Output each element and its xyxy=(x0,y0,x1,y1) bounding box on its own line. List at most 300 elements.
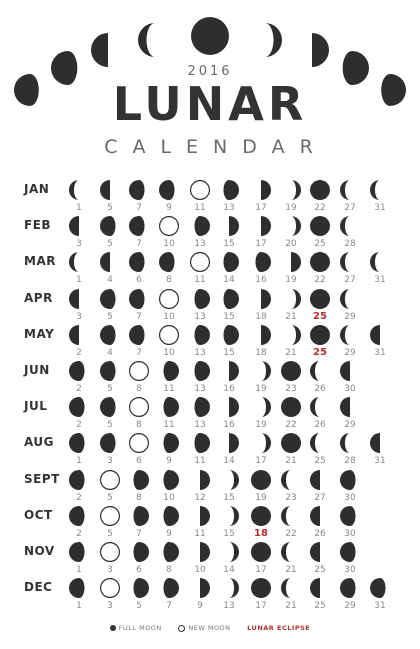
new-moon-icon xyxy=(98,540,122,564)
day-label: 19 xyxy=(255,420,267,431)
day-label: 11 xyxy=(194,528,206,539)
day-label: 21 xyxy=(285,565,297,575)
moon-day-cell xyxy=(126,323,152,359)
day-label: 1 xyxy=(76,601,82,612)
day-label: 21 xyxy=(285,456,297,467)
moon-day-cell xyxy=(187,250,213,286)
day-label: 27 xyxy=(344,275,356,286)
day-label: 5 xyxy=(107,239,113,250)
waning-gibbous-icon xyxy=(279,576,303,600)
day-label: 9 xyxy=(166,528,172,539)
day-label: 25 xyxy=(314,456,326,467)
moon-day-cell xyxy=(337,540,363,576)
waxing-crescent-icon xyxy=(188,395,212,419)
day-label: 28 xyxy=(344,239,356,250)
first-quarter-icon xyxy=(188,576,212,600)
new-moon-icon xyxy=(188,250,212,274)
waxing-crescent-icon xyxy=(157,468,181,492)
moon-day-cell xyxy=(278,504,304,540)
first-quarter-icon xyxy=(217,214,241,238)
moon-day-cell xyxy=(156,504,182,540)
waning-gibbous-icon xyxy=(308,431,332,455)
day-label: 11 xyxy=(194,203,206,213)
moon-day-cell xyxy=(66,178,92,214)
waning-gibbous-icon xyxy=(368,178,392,202)
new-moon-icon xyxy=(127,359,151,383)
moon-day-cell xyxy=(307,250,333,286)
day-label: 18 xyxy=(255,311,267,322)
moon-day-cell xyxy=(126,287,152,323)
full-moon-icon xyxy=(249,576,273,600)
moon-day-cell xyxy=(187,323,213,359)
moon-day-cell xyxy=(66,540,92,576)
waxing-crescent-icon xyxy=(188,359,212,383)
moon-day-cell xyxy=(97,323,123,359)
waxing-crescent-icon xyxy=(217,287,241,311)
day-label: 28 xyxy=(344,456,356,467)
waxing-crescent-icon xyxy=(217,178,241,202)
waxing-crescent-icon xyxy=(157,359,181,383)
moon-day-cell xyxy=(156,359,182,395)
day-label: 3 xyxy=(107,565,113,575)
day-label: 30 xyxy=(344,492,356,503)
day-label: 31 xyxy=(374,347,386,358)
moon-day-cell xyxy=(126,431,152,467)
day-label: 26 xyxy=(314,384,326,394)
waning-crescent-icon xyxy=(157,250,181,274)
day-label: 31 xyxy=(374,601,386,612)
month-label: MAR xyxy=(24,254,56,269)
moon-day-cell xyxy=(126,250,152,286)
header-moon-icon xyxy=(191,17,229,55)
day-label: 16 xyxy=(255,275,267,286)
day-label: 2 xyxy=(76,347,82,358)
moon-day-cell xyxy=(126,468,152,504)
day-label: 30 xyxy=(344,565,356,575)
waning-crescent-icon xyxy=(338,468,362,492)
day-label: 21 xyxy=(285,601,297,612)
day-label: 25 xyxy=(314,601,326,612)
moon-day-cell xyxy=(66,214,92,250)
moon-day-cell xyxy=(216,504,242,540)
waning-gibbous-icon xyxy=(338,431,362,455)
day-label: 17 xyxy=(255,203,267,213)
moon-day-cell xyxy=(337,431,363,467)
last-quarter-icon xyxy=(67,214,91,238)
full-moon-icon xyxy=(308,287,332,311)
new-moon-icon xyxy=(157,214,181,238)
moon-day-cell xyxy=(367,178,393,214)
day-label: 15 xyxy=(223,528,235,539)
new-moon-icon xyxy=(178,625,185,632)
waxing-crescent-icon xyxy=(127,540,151,564)
day-label: 22 xyxy=(314,275,326,286)
moon-day-cell xyxy=(307,214,333,250)
moon-day-cell xyxy=(187,178,213,214)
day-label: 3 xyxy=(76,311,82,322)
moon-day-cell xyxy=(278,395,304,431)
moon-day-cell xyxy=(66,359,92,395)
moon-day-cell xyxy=(66,468,92,504)
moon-day-cell xyxy=(126,359,152,395)
day-label: 27 xyxy=(314,492,326,503)
last-quarter-icon xyxy=(338,359,362,383)
waning-crescent-icon xyxy=(368,576,392,600)
moon-day-cell xyxy=(307,540,333,576)
waxing-crescent-icon xyxy=(217,250,241,274)
day-label: 4 xyxy=(107,347,113,358)
day-label: 5 xyxy=(107,311,113,322)
waning-gibbous-icon xyxy=(338,323,362,347)
waning-crescent-icon xyxy=(98,323,122,347)
day-label: 11 xyxy=(194,456,206,467)
moon-day-cell xyxy=(337,395,363,431)
day-label: 13 xyxy=(223,203,235,213)
month-label: JAN xyxy=(24,182,50,196)
moon-day-cell xyxy=(216,178,242,214)
day-label: 13 xyxy=(194,384,206,394)
day-label: 4 xyxy=(107,275,113,286)
day-label: 16 xyxy=(223,384,235,394)
moon-day-cell xyxy=(278,214,304,250)
waxing-gibbous-icon xyxy=(279,323,303,347)
moon-day-cell xyxy=(187,395,213,431)
first-quarter-icon xyxy=(249,178,273,202)
moon-day-cell xyxy=(126,178,152,214)
day-label: 27 xyxy=(344,203,356,213)
waning-gibbous-icon xyxy=(67,250,91,274)
day-label: 19 xyxy=(255,384,267,394)
moon-day-cell xyxy=(66,504,92,540)
moon-day-cell xyxy=(216,540,242,576)
waxing-gibbous-icon xyxy=(279,287,303,311)
moon-day-cell xyxy=(97,576,123,612)
legend-new-moon xyxy=(178,624,230,632)
day-label: 13 xyxy=(223,601,235,612)
legend-full-label: FULL MOON xyxy=(118,624,162,632)
waxing-gibbous-icon xyxy=(279,178,303,202)
moon-day-cell xyxy=(278,250,304,286)
waning-crescent-icon xyxy=(127,287,151,311)
moon-day-cell xyxy=(367,431,393,467)
waxing-gibbous-icon xyxy=(217,504,241,528)
waning-crescent-icon xyxy=(338,540,362,564)
moon-day-cell xyxy=(307,504,333,540)
day-label: 7 xyxy=(136,311,142,322)
day-label: 31 xyxy=(374,275,386,286)
moon-day-cell xyxy=(248,359,274,395)
moon-day-cell xyxy=(97,504,123,540)
day-label: 13 xyxy=(194,311,206,322)
header-moon-icon xyxy=(138,23,155,57)
waning-crescent-icon xyxy=(98,431,122,455)
moon-day-cell xyxy=(66,287,92,323)
day-label: 29 xyxy=(344,420,356,431)
waxing-crescent-icon xyxy=(127,576,151,600)
waning-crescent-icon xyxy=(67,359,91,383)
day-label: 17 xyxy=(255,239,267,250)
moon-day-cell xyxy=(126,214,152,250)
day-label: 8 xyxy=(166,565,172,575)
day-label: 2 xyxy=(76,420,82,431)
full-moon-icon xyxy=(308,323,332,347)
moon-day-cell xyxy=(307,178,333,214)
moon-day-cell xyxy=(156,468,182,504)
eclipse-day-label: 18 xyxy=(254,527,268,539)
moon-day-cell xyxy=(337,323,363,359)
full-moon-icon xyxy=(308,214,332,238)
day-label: 10 xyxy=(163,492,175,503)
moon-day-cell xyxy=(97,540,123,576)
header xyxy=(0,0,420,170)
new-moon-icon xyxy=(157,287,181,311)
waxing-crescent-icon xyxy=(188,214,212,238)
moon-day-cell xyxy=(307,359,333,395)
waning-gibbous-icon xyxy=(338,214,362,238)
waning-crescent-icon xyxy=(67,468,91,492)
day-label: 6 xyxy=(136,275,142,286)
day-label: 14 xyxy=(223,565,235,575)
day-label: 23 xyxy=(285,492,297,503)
new-moon-icon xyxy=(188,178,212,202)
month-label: SEPT xyxy=(24,471,60,486)
day-label: 25 xyxy=(314,565,326,575)
day-label: 8 xyxy=(136,420,142,431)
day-label: 3 xyxy=(107,601,113,612)
eclipse-day-label: 25 xyxy=(313,310,327,322)
first-quarter-icon xyxy=(217,395,241,419)
new-moon-icon xyxy=(127,395,151,419)
first-quarter-icon xyxy=(279,250,303,274)
moon-day-cell xyxy=(216,576,242,612)
day-label: 14 xyxy=(223,456,235,467)
day-label: 17 xyxy=(255,601,267,612)
last-quarter-icon xyxy=(67,287,91,311)
first-quarter-icon xyxy=(188,504,212,528)
moon-day-cell xyxy=(66,250,92,286)
moon-day-cell xyxy=(97,359,123,395)
moon-day-cell xyxy=(156,323,182,359)
day-label: 11 xyxy=(194,275,206,286)
header-moon-icon xyxy=(265,23,282,57)
moon-day-cell xyxy=(66,431,92,467)
day-label: 1 xyxy=(76,456,82,467)
moon-day-cell xyxy=(307,431,333,467)
moon-day-cell xyxy=(248,323,274,359)
waning-gibbous-icon xyxy=(338,287,362,311)
day-label: 5 xyxy=(107,384,113,394)
moon-day-cell xyxy=(97,250,123,286)
waxing-gibbous-icon xyxy=(279,214,303,238)
day-label: 17 xyxy=(255,565,267,575)
waxing-crescent-icon xyxy=(157,395,181,419)
full-moon-icon xyxy=(279,359,303,383)
day-label: 8 xyxy=(166,275,172,286)
moon-day-cell xyxy=(187,468,213,504)
month-label: FEB xyxy=(24,218,52,233)
waning-crescent-icon xyxy=(338,504,362,528)
last-quarter-icon xyxy=(98,250,122,274)
moon-day-cell xyxy=(187,214,213,250)
day-label: 10 xyxy=(163,347,175,358)
moon-day-cell xyxy=(156,431,182,467)
moon-day-cell xyxy=(337,468,363,504)
full-moon-icon xyxy=(249,504,273,528)
moon-day-cell xyxy=(156,576,182,612)
waning-crescent-icon xyxy=(67,576,91,600)
waning-crescent-icon xyxy=(98,287,122,311)
month-label: OCT xyxy=(24,507,53,522)
day-label: 7 xyxy=(136,239,142,250)
moon-day-cell xyxy=(126,576,152,612)
day-label: 30 xyxy=(344,528,356,539)
day-label: 9 xyxy=(166,203,172,213)
day-label: 19 xyxy=(285,275,297,286)
day-label: 3 xyxy=(107,456,113,467)
day-label: 2 xyxy=(76,528,82,539)
moon-day-cell xyxy=(248,250,274,286)
day-label: 5 xyxy=(107,203,113,213)
day-label: 12 xyxy=(194,492,206,503)
waning-crescent-icon xyxy=(98,359,122,383)
waning-crescent-icon xyxy=(67,504,91,528)
day-label: 5 xyxy=(136,601,142,612)
waxing-gibbous-icon xyxy=(249,395,273,419)
day-label: 20 xyxy=(285,239,297,250)
moon-day-cell xyxy=(216,468,242,504)
moon-day-cell xyxy=(367,323,393,359)
waxing-gibbous-icon xyxy=(217,468,241,492)
waxing-crescent-icon xyxy=(157,576,181,600)
first-quarter-icon xyxy=(249,287,273,311)
waning-crescent-icon xyxy=(67,431,91,455)
waxing-crescent-icon xyxy=(157,431,181,455)
moon-day-cell xyxy=(187,287,213,323)
day-label: 21 xyxy=(285,311,297,322)
month-label: AUG xyxy=(24,435,55,450)
moon-day-cell xyxy=(278,540,304,576)
moon-day-cell xyxy=(97,178,123,214)
day-label: 8 xyxy=(136,384,142,394)
month-label: APR xyxy=(24,290,53,305)
legend-full-moon xyxy=(110,624,162,632)
full-moon-icon xyxy=(279,431,303,455)
month-label: JUL xyxy=(24,399,48,414)
month-label: DEC xyxy=(24,580,53,595)
day-label: 18 xyxy=(255,347,267,358)
waning-crescent-icon xyxy=(338,576,362,600)
moon-day-cell xyxy=(337,576,363,612)
day-label: 5 xyxy=(107,492,113,503)
waning-gibbous-icon xyxy=(338,250,362,274)
day-label: 10 xyxy=(163,311,175,322)
legend-new-label: NEW MOON xyxy=(188,624,231,632)
waning-crescent-icon xyxy=(127,250,151,274)
day-label: 29 xyxy=(344,601,356,612)
day-label: 9 xyxy=(166,456,172,467)
moon-day-cell xyxy=(248,178,274,214)
last-quarter-icon xyxy=(308,468,332,492)
page-title: LUNAR xyxy=(112,77,308,131)
moon-day-cell xyxy=(156,287,182,323)
first-quarter-icon xyxy=(249,214,273,238)
day-label: 1 xyxy=(76,203,82,213)
moon-day-cell xyxy=(278,323,304,359)
last-quarter-icon xyxy=(308,576,332,600)
day-label: 7 xyxy=(166,601,172,612)
day-label: 31 xyxy=(374,456,386,467)
moon-day-cell xyxy=(337,214,363,250)
legend xyxy=(0,624,420,632)
day-label: 6 xyxy=(136,456,142,467)
moon-day-cell xyxy=(307,395,333,431)
moon-day-cell xyxy=(278,359,304,395)
last-quarter-icon xyxy=(368,323,392,347)
new-moon-icon xyxy=(157,323,181,347)
day-label: 13 xyxy=(194,347,206,358)
last-quarter-icon xyxy=(368,431,392,455)
moon-day-cell xyxy=(66,576,92,612)
moon-day-cell xyxy=(156,250,182,286)
moon-day-cell xyxy=(216,323,242,359)
day-label: 26 xyxy=(314,420,326,431)
moon-day-cell xyxy=(126,540,152,576)
day-label: 3 xyxy=(76,239,82,250)
waning-gibbous-icon xyxy=(279,468,303,492)
moon-day-cell xyxy=(248,468,274,504)
moon-day-cell xyxy=(337,178,363,214)
full-moon-icon xyxy=(308,250,332,274)
waxing-gibbous-icon xyxy=(217,540,241,564)
waxing-gibbous-icon xyxy=(217,576,241,600)
moon-day-cell xyxy=(278,468,304,504)
moon-day-cell xyxy=(66,395,92,431)
moon-day-cell xyxy=(337,359,363,395)
full-moon-icon xyxy=(308,178,332,202)
moon-day-cell xyxy=(97,431,123,467)
month-label: NOV xyxy=(24,544,55,558)
moon-day-cell xyxy=(278,178,304,214)
moon-day-cell xyxy=(248,287,274,323)
first-quarter-icon xyxy=(188,468,212,492)
calendar-grid xyxy=(0,178,420,618)
first-quarter-icon xyxy=(217,359,241,383)
moon-day-cell xyxy=(97,214,123,250)
waning-crescent-icon xyxy=(127,178,151,202)
waning-crescent-icon xyxy=(67,540,91,564)
moon-day-cell xyxy=(337,287,363,323)
day-label: 14 xyxy=(223,275,235,286)
waxing-crescent-icon xyxy=(249,250,273,274)
day-label: 23 xyxy=(285,384,297,394)
day-label: 26 xyxy=(314,528,326,539)
waning-crescent-icon xyxy=(98,214,122,238)
waning-gibbous-icon xyxy=(279,540,303,564)
moon-day-cell xyxy=(248,576,274,612)
waning-gibbous-icon xyxy=(67,178,91,202)
waxing-crescent-icon xyxy=(157,504,181,528)
moon-day-cell xyxy=(216,359,242,395)
moon-day-cell xyxy=(97,287,123,323)
day-label: 2 xyxy=(76,384,82,394)
legend-lunar-eclipse: LUNAR ECLIPSE xyxy=(247,624,311,632)
moon-day-cell xyxy=(248,540,274,576)
day-label: 25 xyxy=(314,239,326,250)
moon-day-cell xyxy=(187,504,213,540)
moon-day-cell xyxy=(97,395,123,431)
day-label: 1 xyxy=(76,565,82,575)
last-quarter-icon xyxy=(98,178,122,202)
